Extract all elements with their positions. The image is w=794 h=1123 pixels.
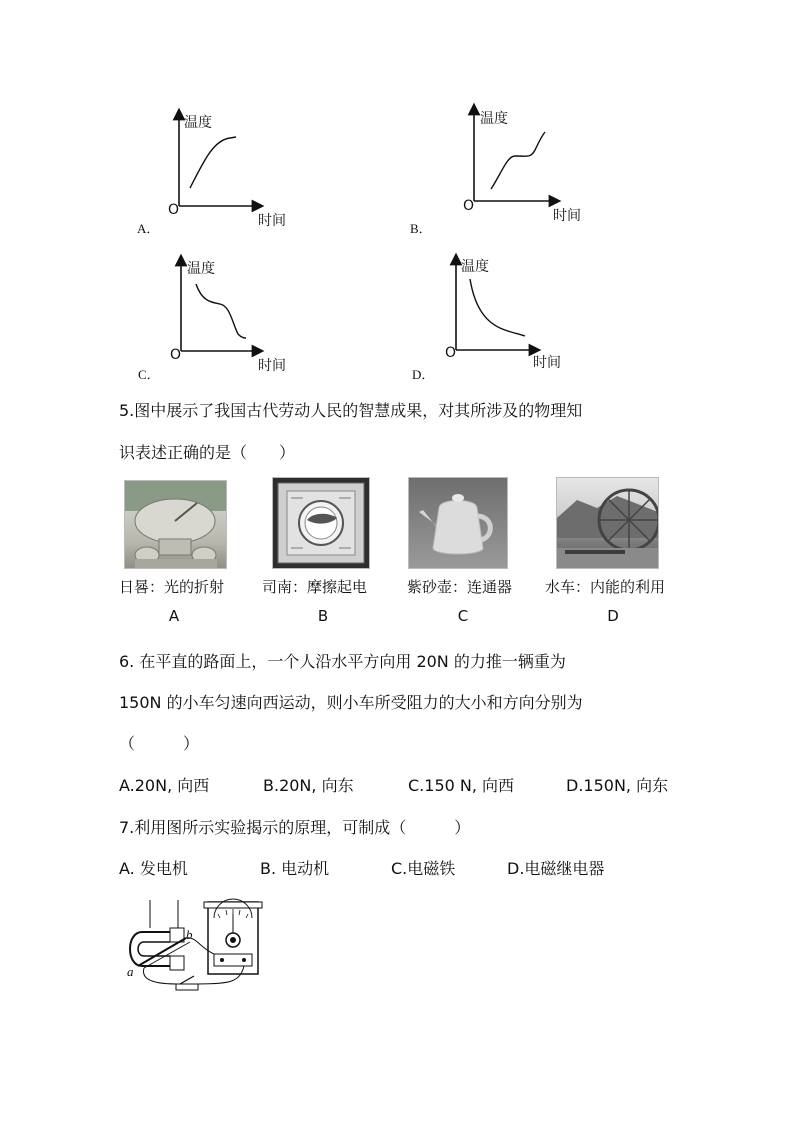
apparatus-drawing bbox=[120, 898, 270, 998]
graph-c-origin: O bbox=[170, 347, 182, 363]
q6-option-a: A.20N, 向西 bbox=[119, 776, 210, 795]
q7-option-a: A. 发电机 bbox=[119, 859, 188, 878]
teapot-image bbox=[408, 477, 508, 569]
graph-c-curve bbox=[196, 284, 246, 338]
q5-letter-b: B bbox=[317, 607, 329, 625]
graph-b bbox=[465, 104, 605, 229]
q6-line-2: 150N 的小车匀速向西运动，则小车所受阻力的大小和方向分别为 bbox=[119, 693, 583, 712]
graph-c-x-label: 时间 bbox=[258, 358, 286, 374]
graph-a-origin: O bbox=[168, 202, 180, 218]
graph-b-curve bbox=[491, 132, 545, 189]
q6-option-d: D.150N, 向东 bbox=[566, 776, 669, 795]
graph-a-curve bbox=[190, 137, 236, 188]
q6-line-1: 6. 在平直的路面上，一个人沿水平方向用 20N 的力推一辆重为 bbox=[119, 652, 566, 671]
graph-a-y-label: 温度 bbox=[184, 115, 212, 131]
q5-line-1: 5.图中展示了我国古代劳动人民的智慧成果，对其所涉及的物理知 bbox=[119, 401, 583, 420]
graph-d-option: D． bbox=[412, 367, 435, 382]
sundial-image bbox=[124, 480, 227, 569]
graph-d bbox=[445, 254, 585, 379]
electromagnetic-induction-apparatus bbox=[120, 898, 270, 998]
q7-option-d: D.电磁继电器 bbox=[507, 859, 605, 878]
q5-letter-d: D bbox=[607, 607, 619, 625]
graph-c-y-label: 温度 bbox=[187, 261, 215, 277]
graph-b-y-label: 温度 bbox=[480, 111, 508, 127]
q7-line-1: 7.利用图所示实验揭示的原理，可制成（ ） bbox=[119, 818, 471, 837]
q5-caption-c: 紫砂壶：连通器 bbox=[407, 578, 513, 596]
q5-line-2: 识表述正确的是（ ） bbox=[119, 443, 296, 462]
q6-line-3: （ ） bbox=[119, 734, 200, 753]
q6-option-b: B.20N, 向东 bbox=[263, 776, 354, 795]
graph-c bbox=[170, 256, 310, 381]
graph-b-origin: O bbox=[463, 198, 475, 214]
graph-b-option: B． bbox=[410, 221, 432, 236]
q5-caption-b: 司南：摩擦起电 bbox=[262, 578, 368, 596]
rod-end-b-label: b bbox=[186, 927, 193, 942]
q5-caption-a: 日晷：光的折射 bbox=[119, 578, 225, 596]
graph-d-origin: O bbox=[445, 345, 457, 361]
q5-letter-a: A bbox=[168, 607, 180, 625]
graph-a-option: A． bbox=[137, 221, 160, 236]
rod-end-a-label: a bbox=[127, 964, 134, 979]
graph-d-y-label: 温度 bbox=[461, 259, 489, 275]
compass-image bbox=[272, 477, 370, 569]
q5-caption-d: 水车：内能的利用 bbox=[545, 578, 666, 596]
q7-option-b: B. 电动机 bbox=[260, 859, 330, 878]
graph-b-x-label: 时间 bbox=[553, 208, 581, 224]
q7-option-c: C.电磁铁 bbox=[391, 859, 456, 878]
q5-letter-c: C bbox=[457, 607, 469, 625]
graph-a bbox=[168, 108, 308, 233]
graph-d-x-label: 时间 bbox=[533, 355, 561, 371]
waterwheel-image bbox=[556, 477, 659, 569]
graph-a-x-label: 时间 bbox=[258, 213, 286, 229]
graph-c-option: C． bbox=[138, 367, 160, 382]
graph-d-curve bbox=[470, 279, 525, 336]
q6-option-c: C.150 N, 向西 bbox=[408, 776, 515, 795]
